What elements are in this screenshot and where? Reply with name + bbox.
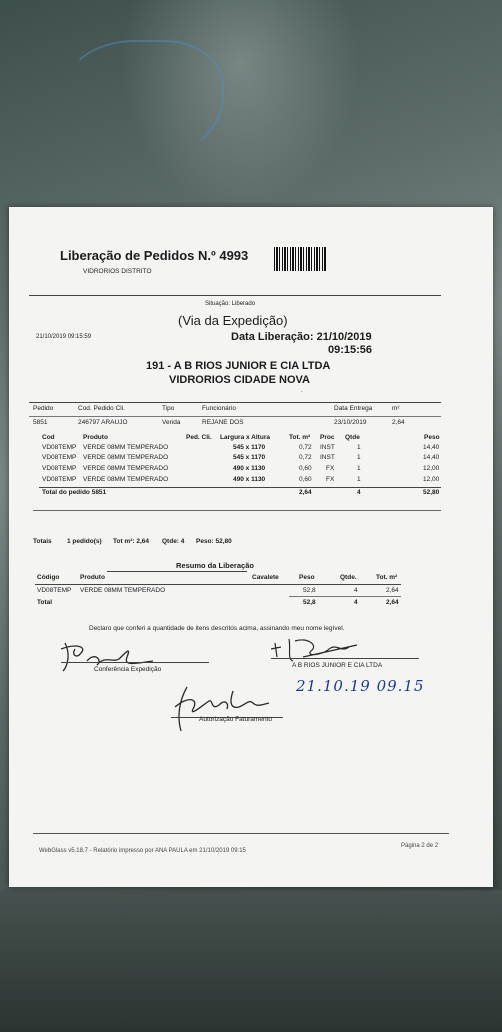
situacao-text: Situação: Liberado: [205, 301, 256, 307]
via-text: (Via da Expedição): [178, 313, 288, 328]
summary-col-codigo: Código: [37, 574, 60, 581]
item-produto: VERDE 08MM TEMPERADO: [83, 454, 169, 461]
client-name: 191 - A B RIOS JUNIOR E CIA LTDA: [146, 360, 331, 372]
table-row: [9, 587, 493, 598]
totals-label: Totais: [33, 538, 52, 545]
item-cod: VD08TEMP: [42, 476, 77, 483]
document-subtitle: VIDRORIOS DISTRITO: [83, 268, 152, 275]
declaration-text: Declaro que conferi a quantidade de itens descritos acima, assinando meu nome legível.: [89, 625, 345, 632]
item-dim: 490 x 1130: [233, 476, 266, 483]
item-peso: 12,00: [423, 465, 440, 472]
item-qtde: 1: [357, 444, 361, 451]
totals-m2: Tot m²: 2,64: [113, 538, 149, 545]
order-header-row: [9, 405, 493, 416]
items-col-ped-cli: Ped. Cli.: [186, 434, 212, 441]
order-tipo: Venda: [162, 419, 181, 426]
totals-pedidos: 1 pedido(s): [67, 538, 102, 545]
summary-col-tot: Tot. m²: [376, 574, 398, 581]
items-total-peso: 52,80: [423, 489, 440, 496]
col-m2: m²: [392, 405, 400, 412]
company-label: A B RIOS JUNIOR E CIA LTDA: [292, 662, 383, 669]
item-dim: 545 x 1170: [233, 454, 266, 461]
item-proc: FX: [326, 465, 335, 472]
summary-title-underline: [107, 571, 247, 572]
items-total-qtde: 4: [357, 489, 361, 496]
summary-total-qtde: 4: [354, 599, 358, 606]
item-cod: VD08TEMP: [42, 465, 77, 472]
items-col-peso: Peso: [424, 434, 440, 441]
order-m2: 2,64: [392, 419, 405, 426]
order-data-entrega: 23/10/2019: [334, 419, 367, 426]
summary-total-divider: [289, 596, 401, 597]
document-title: Liberação de Pedidos N.º 4993: [60, 248, 249, 263]
item-produto: VERDE 08MM TEMPERADO: [83, 476, 169, 483]
items-col-cod: Cod: [42, 434, 55, 441]
totals-qtde: Qtde: 4: [162, 538, 185, 545]
footer-page: Página 2 de 2: [401, 843, 439, 849]
signature-company: [267, 635, 377, 665]
client-store: VIDRORIOS CIDADE NOVA: [169, 374, 310, 386]
barcode: [274, 247, 326, 271]
data-liberacao: Data Liberação: 21/10/2019: [231, 331, 372, 343]
items-col-tot: Tot. m²: [289, 434, 311, 441]
order-cod-cli: 246797 ARAUJO: [78, 419, 128, 426]
totals-line: [9, 538, 493, 549]
order-divider-top: [29, 402, 441, 403]
summary-total-row: [9, 599, 493, 610]
item-qtde: 1: [357, 465, 361, 472]
item-tot: 0,72: [299, 444, 312, 451]
items-total-divider: [39, 487, 441, 488]
items-total-label: Total do pedido 5851: [42, 489, 107, 496]
order-values-row: [9, 419, 493, 430]
items-total-m2: 2,64: [299, 489, 312, 496]
items-col-dim: Largura x Altura: [220, 434, 270, 441]
conferencia-line: [61, 662, 209, 663]
order-pedido: 5851: [33, 419, 48, 426]
summary-tot: 2,64: [386, 587, 399, 594]
summary-total-tot: 2,64: [386, 599, 399, 606]
col-funcionario: Funcionário: [202, 405, 236, 412]
items-col-qtde: Qtde: [345, 434, 360, 441]
faturamento-label: Autorização Faturamento: [199, 716, 272, 723]
item-tot: 0,60: [299, 465, 312, 472]
item-peso: 12,00: [423, 476, 440, 483]
company-line: [271, 658, 419, 659]
summary-col-cavalete: Cavalete: [252, 574, 279, 581]
summary-peso: 52,8: [303, 587, 316, 594]
handwritten-date: 21.10.19 09.15: [296, 677, 425, 695]
item-tot: 0,60: [299, 476, 312, 483]
summary-codigo: VD08TEMP: [37, 587, 72, 594]
data-liberacao-time: 09:15:56: [328, 344, 373, 356]
item-peso: 14,40: [423, 454, 440, 461]
order-funcionario: REJANE DOS: [202, 419, 244, 426]
header-divider: [29, 295, 441, 296]
items-total-row: [9, 489, 493, 500]
summary-total-label: Total: [37, 599, 53, 606]
background-surface: [0, 890, 502, 1032]
totals-peso: Peso: 52,80: [196, 538, 232, 545]
item-dim: 545 x 1170: [233, 444, 266, 451]
item-cod: VD08TEMP: [42, 454, 77, 461]
signature-faturamento: [169, 681, 279, 737]
item-produto: VERDE 08MM TEMPERADO: [83, 444, 169, 451]
items-bottom-divider: [33, 510, 441, 511]
footer-divider: [33, 833, 449, 834]
printed-at: 21/10/2019 09:15:59: [36, 334, 92, 340]
col-tipo: Tipo: [162, 405, 175, 412]
order-divider-mid: [29, 416, 441, 417]
item-produto: VERDE 08MM TEMPERADO: [83, 465, 169, 472]
item-tot: 0,72: [299, 454, 312, 461]
item-qtde: 1: [357, 454, 361, 461]
item-proc: FX: [326, 476, 335, 483]
summary-title: Resumo da Liberação: [176, 561, 254, 570]
item-proc: INST: [320, 454, 335, 461]
item-dim: 490 x 1130: [233, 465, 266, 472]
items-col-produto: Produto: [83, 434, 108, 441]
summary-divider: [35, 584, 401, 585]
col-data-entrega: Data Entrega: [334, 405, 373, 412]
item-proc: INST: [320, 444, 335, 451]
table-row: [9, 454, 493, 465]
table-row: [9, 476, 493, 487]
items-col-proc: Proc: [320, 434, 335, 441]
conferencia-label: Conferência Expedição: [94, 666, 162, 673]
item-cod: VD08TEMP: [42, 444, 77, 451]
col-pedido: Pedido: [33, 405, 54, 412]
summary-total-peso: 52,8: [303, 599, 316, 606]
col-cod-pedido-cli: Cod. Pedido Cli.: [78, 405, 125, 412]
summary-col-produto: Produto: [80, 574, 105, 581]
item-qtde: 1: [357, 476, 361, 483]
item-peso: 14,40: [423, 444, 440, 451]
document-page: [9, 207, 493, 887]
summary-col-peso: Peso: [299, 574, 315, 581]
footer-left: WebGlass v5.18.7 - Relatório impresso por ANA PAULA em 21/10/2019 09:15: [39, 848, 246, 854]
summary-col-qtde: Qtde.: [340, 574, 357, 581]
summary-qtde: 4: [354, 587, 358, 594]
table-row: [9, 465, 493, 476]
summary-produto: VERDE 08MM TEMPERADO: [80, 587, 166, 594]
client-mark: .: [301, 388, 303, 394]
